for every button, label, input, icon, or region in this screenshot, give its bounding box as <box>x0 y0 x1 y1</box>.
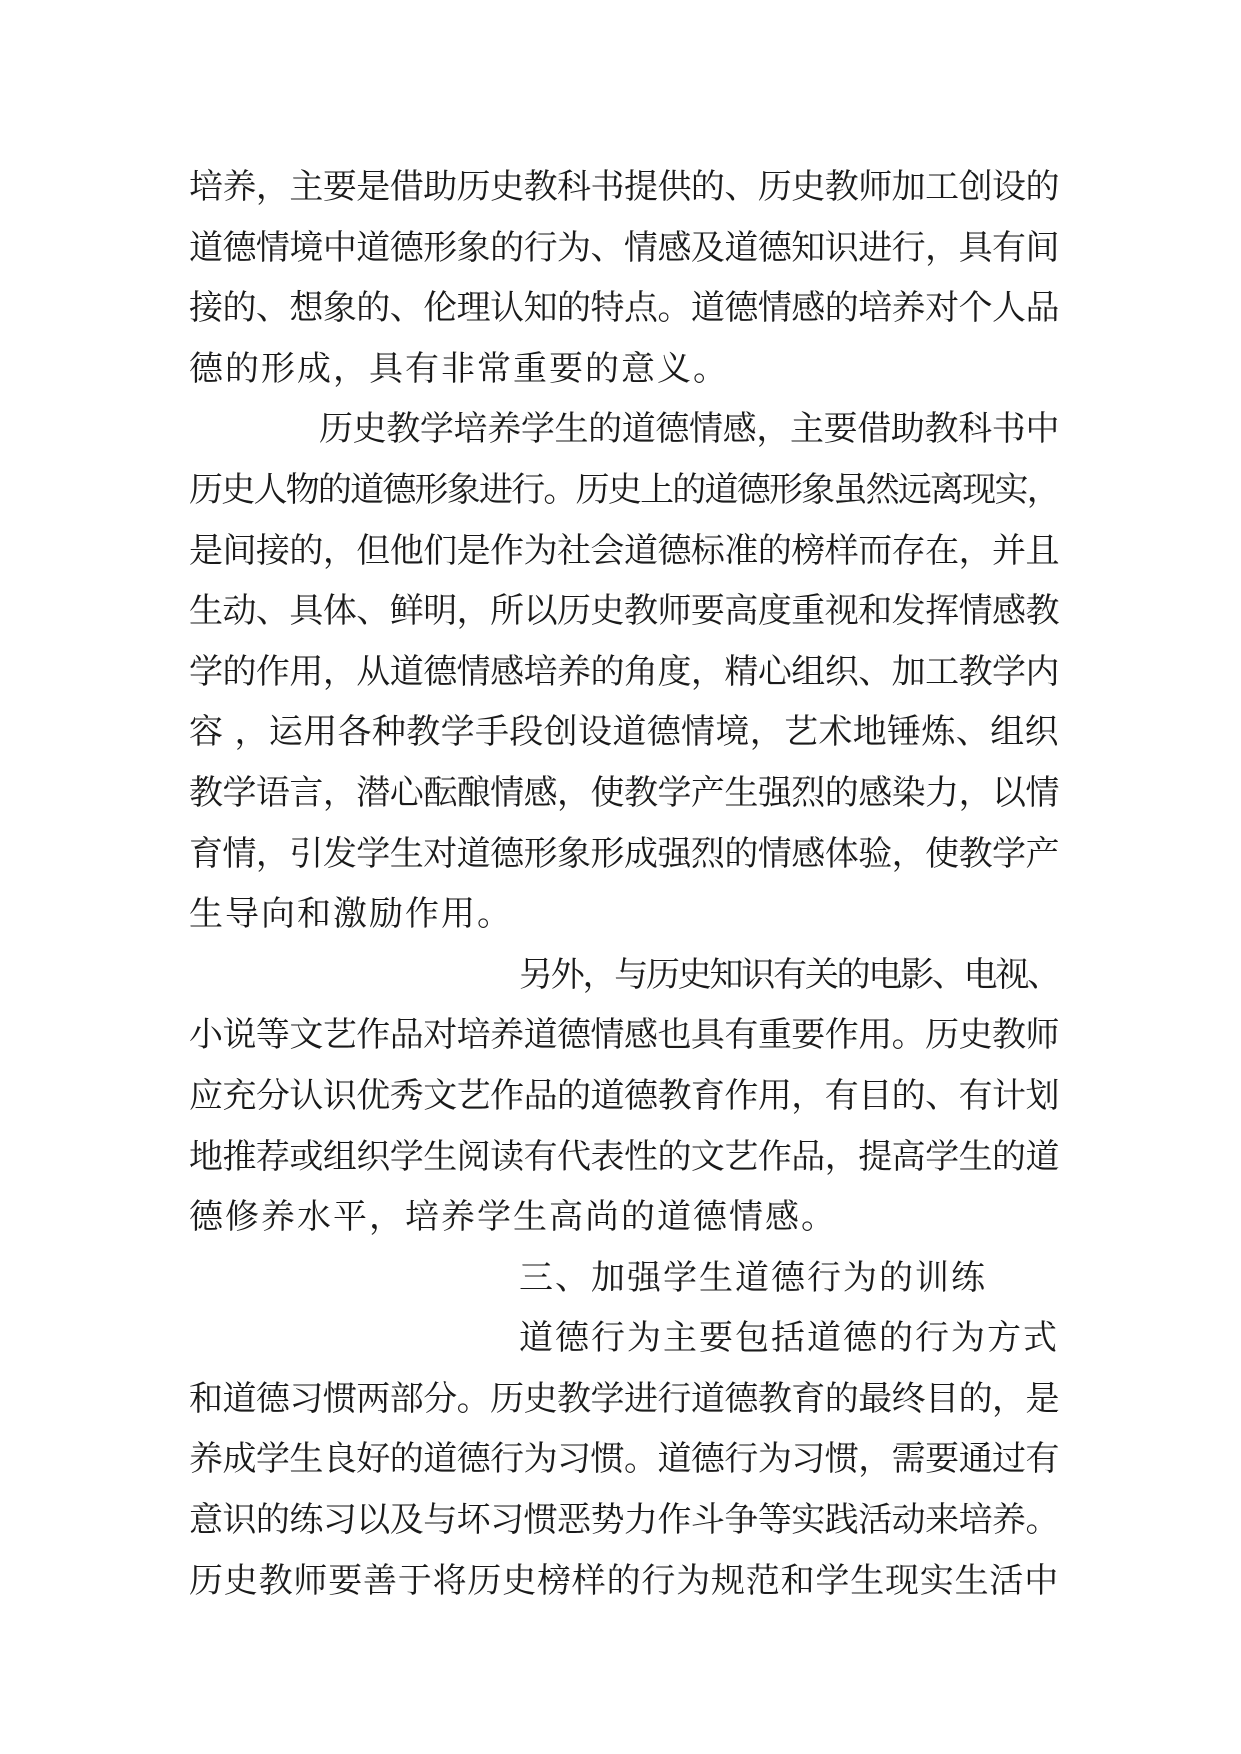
text-line: 历史教师要善于将历史榜样的行为规范和学生现实生活中 <box>189 1560 1059 1601</box>
text-line: 应充分认识优秀文艺作品的道德教育作用，有目的、有计划 <box>189 1075 1059 1116</box>
text-line: 养成学生良好的道德行为习惯。道德行为习惯，需要通过有 <box>189 1439 1059 1480</box>
text-line: 学的作用，从道德情感培养的角度，精心组织、加工教学内 <box>189 651 1059 692</box>
text-line: 育情，引发学生对道德形象形成强烈的情感体验，使教学产 <box>189 833 1059 874</box>
text-line: 培养，主要是借助历史教科书提供的、历史教师加工创设的 <box>189 167 1059 207</box>
text-line: 教学语言，潜心酝酿情感，使教学产生强烈的感染力，以情 <box>189 772 1059 813</box>
paragraph-start-line: 历史教学培养学生的道德情感，主要借助教科书中 <box>319 409 1060 450</box>
text-line: 是间接的，但他们是作为社会道德标准的榜样而存在，并且 <box>189 530 1059 571</box>
text-line: 道德情境中道德形象的行为、情感及道德知识进行，具有间 <box>189 227 1059 268</box>
text-line: 接的、想象的、伦理认知的特点。道德情感的培养对个人品 <box>189 288 1059 329</box>
text-line: 德修养水平，培养学生高尚的道德情感。 <box>189 1197 837 1238</box>
paragraph-start-line: 另外，与历史知识有关的电影、电视、 <box>519 954 1059 995</box>
text-line: 地推荐或组织学生阅读有代表性的文艺作品，提高学生的道 <box>189 1136 1059 1177</box>
text-line: 和道德习惯两部分。历史教学进行道德教育的最终目的，是 <box>189 1378 1059 1419</box>
text-line: 历史人物的道德形象进行。历史上的道德形象虽然远离现实， <box>189 469 1059 510</box>
section-heading: 三、加强学生道德行为的训练 <box>519 1257 987 1298</box>
paragraph-start-line: 道德行为主要包括道德的行为方式 <box>519 1318 1059 1359</box>
text-line: 容 ，运用各种教学手段创设道德情境，艺术地锤炼、组织 <box>189 712 1059 753</box>
text-line: 意识的练习以及与坏习惯恶势力作斗争等实践活动来培养。 <box>189 1500 1059 1541</box>
text-line: 德的形成，具有非常重要的意义。 <box>189 348 729 389</box>
body-text <box>189 157 1059 1611</box>
text-line: 小说等文艺作品对培养道德情感也具有重要作用。历史教师 <box>189 1015 1059 1056</box>
text-line: 生导向和激励作用。 <box>189 894 513 935</box>
text-line: 生动、具体、鲜明，所以历史教师要高度重视和发挥情感教 <box>189 591 1059 632</box>
